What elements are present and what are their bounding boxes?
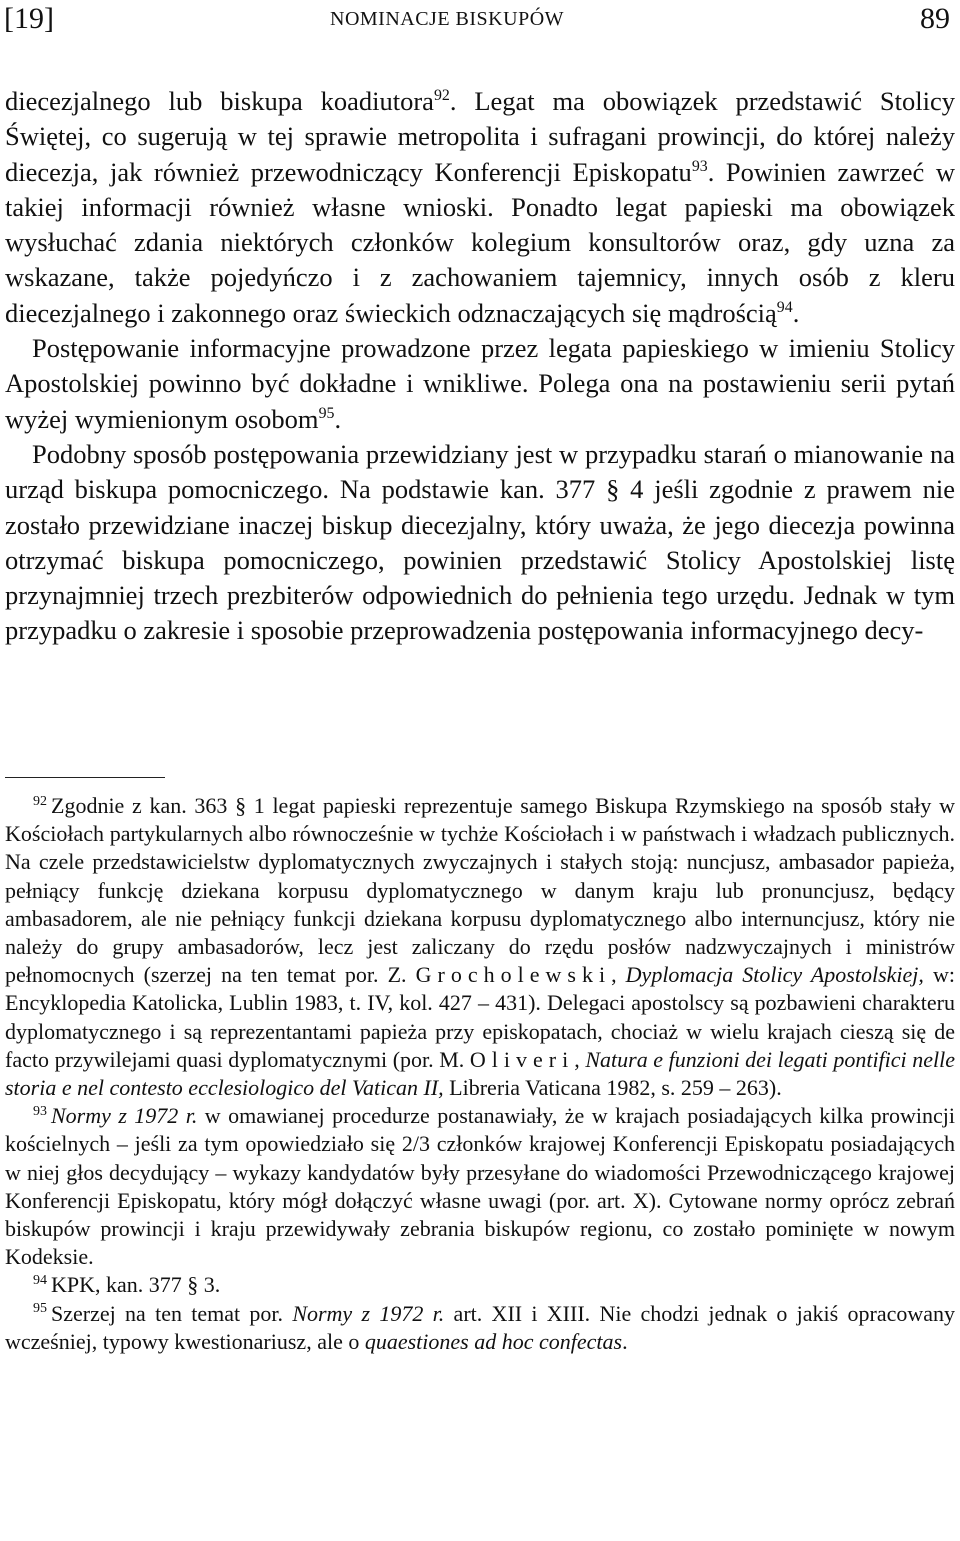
footnote-93: $^{93}$ Normy z 1972 r. w omawianej procedurze postanawiały, że w krajach posiadających kilka prowincji kościelnych – jeśli za tym opowiedziało się 2/3 członków krajowej Konferencji Episkopatu posiadających w niej głos decydujący – wykazy kandydatów były przesyłane do wiadomości Przewodniczącego krajowej Konferencji Episkopatu, który mógł dołączyć własne uwagi (por. art. X). Cytowane normy oprócz zebrań biskupów prowincji i kraju przewidywały zebrania biskupów regionu, co zostało pominięte w nowym Kodeksie.: [5, 1103, 955, 1270]
author-name: Grocholewski: [415, 962, 612, 988]
page-number: 89: [920, 2, 950, 35]
section-number: [19]: [4, 2, 54, 35]
footnote-ref-93[interactable]: 93: [691, 157, 708, 175]
footnote-ref-94[interactable]: 94: [776, 298, 793, 316]
paragraph-3: Podobny sposób postępowania przewidziany jest w przypadku starań o mianowanie na urząd biskupa pomocniczego. Na podstawie kan. 377 § 4 jeśli zgodnie z prawem nie zostało przewidziane inaczej biskup diecezjalny, który uważa, że jego diecezja powinna otrzymać biskupa pomocniczego, powinien przedstawić Stolicy Apostolskiej listę przynajmniej trzech prezbiterów odpowiednich do pełnienia tego urzędu. Jednak w tym przypadku o zakresie i sposobie przeprowadzenia postępowania informacyjnego decy-: [5, 438, 955, 646]
running-header: [0, 2, 960, 36]
footnote-separator: [5, 777, 165, 778]
footnote-number: 94: [33, 1273, 47, 1289]
cited-title: Normy z 1972 r.: [51, 1103, 198, 1129]
footnote-95: $^{95}$ Szerzej na ten temat por. Normy z 1972 r. art. XII i XIII. Nie chodzi jednak o jakiś opracowany wcześniej, typowy kwestionariusz, ale o quaestiones ad hoc confectas.: [5, 1300, 956, 1354]
cited-title: Normy z 1972 r.: [292, 1300, 445, 1326]
footnote-number: 93: [33, 1103, 47, 1119]
footnotes: [5, 792, 955, 1356]
footnote-92: $^{92}$ Zgodnie z kan. 363 § 1 legat papieski reprezentuje samego Biskupa Rzymskiego na sposób stały w Kościołach partykularnych albo równocześnie w tychże Kościołach i w państwach i władzach publicznych. Na czele przedstawicielstw dyplomatycznych zwyczajnych i stałych stoją: nuncjusz, ambasador papieża, pełniący funkcję dziekana korpusu dyplomatycznego w danym kraju lub pronuncjusz, będący ambasadorem, ale nie pełniący funkcji dziekana korpusu dyplomatycznego albo internuncjusz, który nie należy do grupy ambasadorów, lecz jest zaliczany do rzędu posłów nadzwyczajnych i ministrów pełnomocnych (szerzej na ten temat por. Z. Grocholewski, Dyplomacja Stolicy Apostolskiej, w: Encyklopedia Katolicka, Lublin 1983, t. IV, kol. 427 – 431). Delegaci apostolscy są pozbawieni charakteru dyplomatycznego i są reprezentantami papieża przy episkopatach, chociaż w wielu krajach cieszą się de facto przywilejami quasi dyplomatycznymi (por. M. Oliveri, Natura e funzioni dei legati pontifici nelle storia e nel contesto ecclesiologico del Vatican II, Libreria Vaticana 1982, s. 259 – 263).: [5, 793, 956, 1101]
paragraph-2: Postępowanie informacyjne prowadzone przez legata papieskiego w imieniu Stolicy Apostolskiej powinno być dokładne i wnikliwe. Polega ona na postawieniu serii pytań wyżej wymienionym osobom$^{95}$.: [5, 333, 955, 434]
footnote-number: 95: [33, 1301, 47, 1317]
author-name: Oliveri: [469, 1046, 575, 1072]
footnote-94: $^{94}$ KPK, kan. 377 § 3.: [33, 1272, 221, 1298]
paragraph-1: diecezjalnego lub biskupa koadiutora$^{92}$. Legat ma obowiązek przedstawić Stolicy Świętej, co sugerują w tej sprawie metropolita i sufragani prowincji, do której należy diecezja, jak również przewodniczący Konferencji Episkopatu$^{93}$. Powinien zawrzeć w takiej informacji również własne wnioski. Ponadto legat papieski ma obowiązek wysłuchać zdania niektórych członków kolegium konsultorów oraz, gdy uzna za wskazane, także pojedyńczo i z zachowaniem tajemnicy, innych osób z kleru diecezjalnego i zakonnego oraz świeckich odznaczających się mądrością$^{94}$.: [5, 86, 955, 328]
footnote-ref-95[interactable]: 95: [318, 404, 335, 422]
main-text: [5, 84, 955, 649]
cited-title: quaestiones ad hoc confectas: [364, 1328, 623, 1354]
footnote-number: 92: [33, 793, 47, 809]
cited-title: Dyplomacja Stolicy Apostolskiej,: [625, 962, 924, 988]
running-title: NOMINACJE BISKUPÓW: [330, 8, 565, 30]
cited-title: Natura e funzioni dei legati pontifici nelle storia e nel contesto ecclesiologico del Vatican II,: [5, 1046, 956, 1101]
footnote-ref-92[interactable]: 92: [433, 87, 450, 105]
